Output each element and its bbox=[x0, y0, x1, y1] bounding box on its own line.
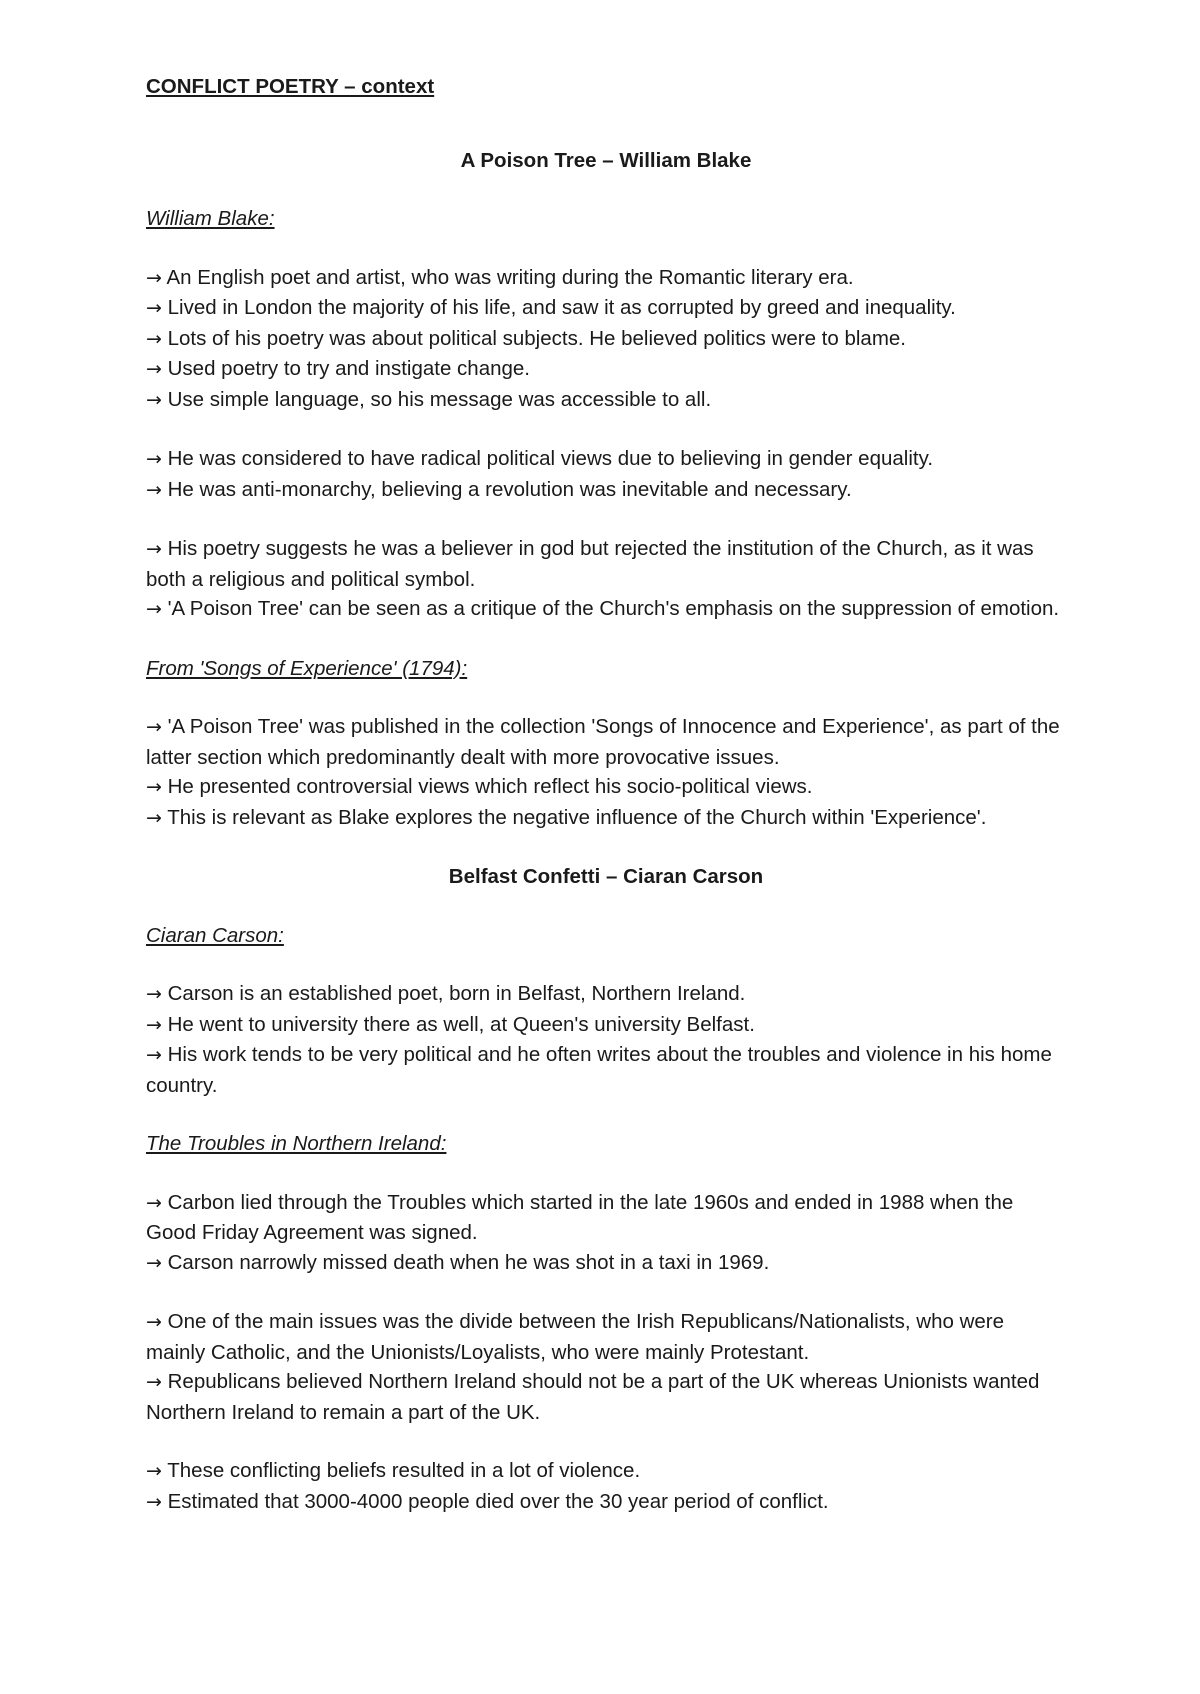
bullet-text: Carbon lied through the Troubles which started in the late 1960s and ended in 1988 when the Good Friday Agreement was signed. bbox=[146, 1190, 1014, 1244]
arrow-icon: → bbox=[146, 1371, 162, 1393]
bullet-group bbox=[146, 1188, 1066, 1279]
poem-section bbox=[146, 862, 1066, 1517]
bullet-point bbox=[146, 354, 1066, 385]
bullet-text: He was anti-monarchy, believing a revolution was inevitable and necessary. bbox=[161, 477, 852, 501]
arrow-icon: → bbox=[146, 1460, 162, 1482]
arrow-icon: → bbox=[146, 388, 162, 411]
arrow-icon: → bbox=[146, 448, 162, 470]
bullet-group bbox=[146, 263, 1066, 416]
bullet-point bbox=[146, 1307, 1066, 1367]
arrow-icon: → bbox=[146, 1013, 162, 1036]
bullet-point bbox=[146, 1010, 1066, 1041]
bullet-point bbox=[146, 1367, 1066, 1427]
bullet-text: Use simple language, so his message was accessible to all. bbox=[161, 387, 712, 411]
bullet-text: 'A Poison Tree' was published in the collection 'Songs of Innocence and Experience', as part of the latter section which predominantly dealt with more provocative issues. bbox=[146, 715, 1060, 769]
bullet-text: Lots of his poetry was about political subjects. He believed politics were to blame. bbox=[161, 326, 906, 350]
bullet-point bbox=[146, 979, 1066, 1010]
bullet-point bbox=[146, 803, 1066, 834]
bullet-group bbox=[146, 1307, 1066, 1427]
arrow-icon: → bbox=[146, 266, 162, 289]
bullet-text: He went to university there as well, at Queen's university Belfast. bbox=[161, 1012, 755, 1036]
arrow-icon: → bbox=[146, 478, 162, 501]
bullet-group bbox=[146, 534, 1066, 625]
bullet-text: Used poetry to try and instigate change. bbox=[161, 357, 531, 380]
poem-heading: Belfast Confetti – Ciaran Carson bbox=[448, 865, 764, 888]
bullet-point bbox=[146, 475, 1066, 506]
arrow-icon: → bbox=[146, 327, 162, 350]
subheading: William Blake: bbox=[146, 207, 275, 230]
document-page bbox=[146, 72, 1066, 1546]
bullet-point bbox=[146, 1040, 1066, 1100]
bullet-point bbox=[146, 1248, 1066, 1279]
subheading: The Troubles in Northern Ireland: bbox=[146, 1132, 447, 1155]
bullet-text: His poetry suggests he was a believer in god but rejected the institution of the Church, as it was both a religious and political symbol. bbox=[146, 537, 1034, 591]
bullet-point bbox=[146, 712, 1066, 772]
bullet-text: Carson narrowly missed death when he was shot in a taxi in 1969. bbox=[161, 1250, 770, 1274]
bullet-point bbox=[146, 1487, 1066, 1518]
arrow-icon: → bbox=[146, 983, 162, 1005]
bullet-group bbox=[146, 1456, 1066, 1517]
arrow-icon: → bbox=[146, 1490, 162, 1513]
bullet-text: 'A Poison Tree' can be seen as a critique of the Church's emphasis on the suppression of emotion. bbox=[161, 597, 1060, 620]
arrow-icon: → bbox=[146, 806, 162, 829]
bullet-text: Estimated that 3000-4000 people died over the 30 year period of conflict. bbox=[161, 1489, 829, 1513]
arrow-icon: → bbox=[146, 598, 162, 620]
bullet-group bbox=[146, 979, 1066, 1100]
bullet-text: An English poet and artist, who was writing during the Romantic literary era. bbox=[161, 265, 854, 289]
arrow-icon: → bbox=[146, 1251, 162, 1274]
bullet-point bbox=[146, 385, 1066, 416]
arrow-icon: → bbox=[146, 1311, 162, 1333]
bullet-text: These conflicting beliefs resulted in a lot of violence. bbox=[161, 1459, 641, 1482]
bullet-point bbox=[146, 444, 1066, 475]
bullet-point bbox=[146, 293, 1066, 324]
bullet-point bbox=[146, 594, 1066, 625]
document-body bbox=[146, 146, 1066, 1518]
bullet-text: He was considered to have radical political views due to believing in gender equality. bbox=[161, 447, 934, 470]
arrow-icon: → bbox=[146, 358, 162, 380]
bullet-text: Republicans believed Northern Ireland should not be a part of the UK whereas Unionists wanted Northern Ireland to remain a part of the UK. bbox=[146, 1370, 1040, 1424]
bullet-point bbox=[146, 1456, 1066, 1487]
poem-heading: A Poison Tree – William Blake bbox=[460, 148, 752, 172]
subheading: From 'Songs of Experience' (1794): bbox=[146, 656, 468, 680]
bullet-text: His work tends to be very political and he often writes about the troubles and violence in his home country. bbox=[146, 1043, 1052, 1097]
bullet-text: This is relevant as Blake explores the negative influence of the Church within 'Experience'. bbox=[161, 805, 987, 829]
bullet-point bbox=[146, 324, 1066, 355]
bullet-text: He presented controversial views which reflect his socio-political views. bbox=[161, 775, 813, 798]
bullet-text: Carson is an established poet, born in Belfast, Northern Ireland. bbox=[161, 982, 746, 1005]
arrow-icon: → bbox=[146, 1191, 162, 1214]
bullet-point bbox=[146, 534, 1066, 594]
poem-section bbox=[146, 146, 1066, 834]
bullet-group bbox=[146, 444, 1066, 505]
bullet-point bbox=[146, 772, 1066, 803]
arrow-icon: → bbox=[146, 297, 162, 319]
bullet-point bbox=[146, 1188, 1066, 1248]
arrow-icon: → bbox=[146, 1044, 162, 1066]
bullet-text: One of the main issues was the divide between the Irish Republicans/Nationalists, who were mainly Catholic, and the Unionists/Loyalists, who were mainly Protestant. bbox=[146, 1310, 1005, 1364]
bullet-point bbox=[146, 263, 1066, 294]
bullet-text: Lived in London the majority of his life, and saw it as corrupted by greed and inequality. bbox=[161, 296, 956, 319]
arrow-icon: → bbox=[146, 716, 162, 738]
document-title: CONFLICT POETRY – context bbox=[146, 75, 435, 98]
arrow-icon: → bbox=[146, 776, 162, 798]
bullet-group bbox=[146, 712, 1066, 833]
arrow-icon: → bbox=[146, 538, 162, 560]
subheading: Ciaran Carson: bbox=[146, 923, 284, 947]
